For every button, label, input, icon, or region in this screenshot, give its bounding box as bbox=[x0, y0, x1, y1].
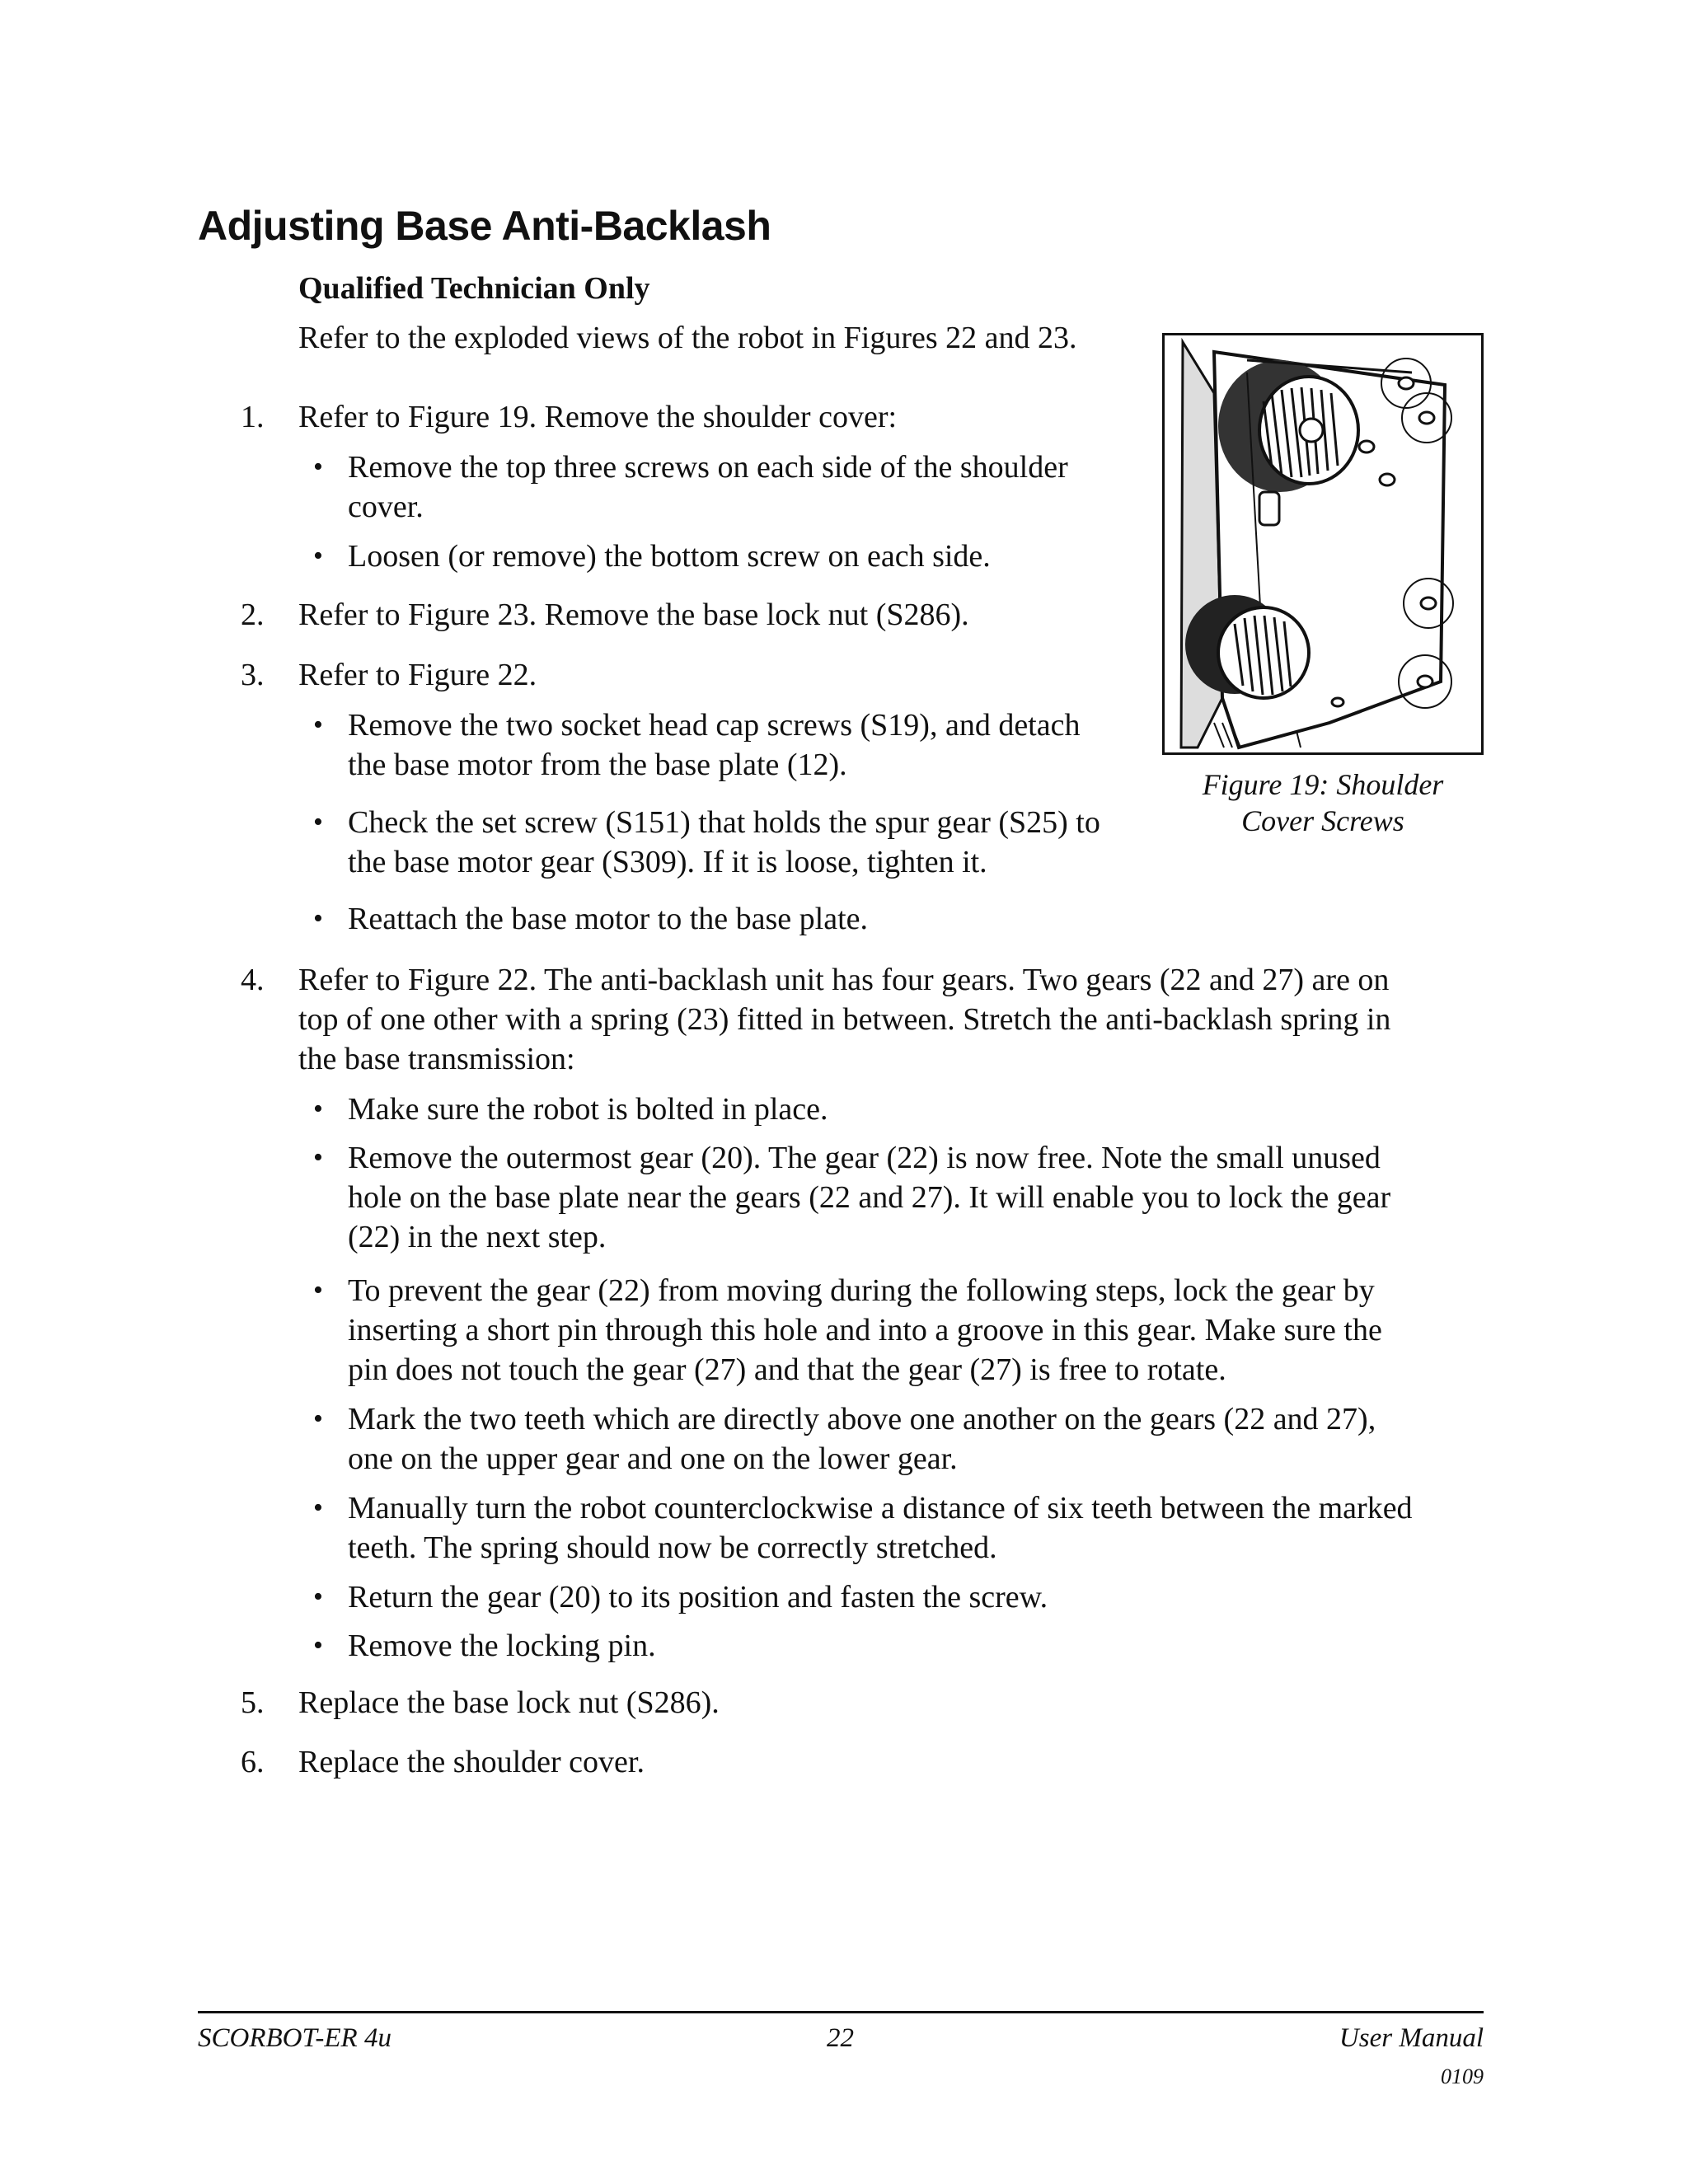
bullet-icon: • bbox=[313, 807, 323, 837]
qualified-technician-note: Qualified Technician Only bbox=[298, 271, 650, 306]
bullet-icon: • bbox=[313, 903, 323, 934]
bullet-text: Remove the top three screws on each side of the shoulder bbox=[348, 450, 1068, 485]
footer-manual: User Manual bbox=[1339, 2023, 1484, 2053]
step-text: Refer to Figure 19. Remove the shoulder cover: bbox=[298, 400, 898, 434]
bullet-icon: • bbox=[313, 710, 323, 740]
bullet-icon: • bbox=[313, 1275, 323, 1305]
bullet-icon: • bbox=[313, 452, 323, 482]
bullet-text: Mark the two teeth which are directly above one another on the gears (22 and 27), bbox=[348, 1402, 1376, 1436]
step-text: Refer to Figure 22. The anti-backlash unit has four gears. Two gears (22 and 27) are on bbox=[298, 963, 1390, 997]
bullet-text: inserting a short pin through this hole and into a groove in this gear. Make sure the bbox=[348, 1313, 1382, 1347]
step-number: 2. bbox=[241, 598, 265, 632]
shoulder-cover-illustration bbox=[1165, 335, 1481, 752]
step-number: 3. bbox=[241, 658, 265, 692]
step-text: Refer to Figure 22. bbox=[298, 658, 537, 692]
bullet-icon: • bbox=[313, 1493, 323, 1523]
bullet-text: one on the upper gear and one on the lower gear. bbox=[348, 1441, 958, 1476]
footer-code: 0109 bbox=[1441, 2064, 1484, 2088]
bullet-text: cover. bbox=[348, 490, 424, 524]
bullet-text: the base motor from the base plate (12). bbox=[348, 748, 847, 782]
bullet-text: Check the set screw (S151) that holds the spur gear (S25) to bbox=[348, 805, 1100, 840]
bullet-icon: • bbox=[313, 1582, 323, 1612]
step-number: 1. bbox=[241, 400, 265, 434]
step-text: Refer to Figure 23. Remove the base lock nut (S286). bbox=[298, 598, 969, 632]
step-number: 6. bbox=[241, 1745, 265, 1779]
bullet-text: Loosen (or remove) the bottom screw on each side. bbox=[348, 539, 991, 574]
step-text: top of one other with a spring (23) fitted in between. Stretch the anti-backlash spring in bbox=[298, 1002, 1391, 1037]
intro-text: Refer to the exploded views of the robot in Figures 22 and 23. bbox=[298, 321, 1077, 355]
footer-divider bbox=[198, 2011, 1484, 2013]
bullet-text: the base motor gear (S309). If it is loose, tighten it. bbox=[348, 845, 987, 879]
bullet-icon: • bbox=[313, 1094, 323, 1124]
bullet-text: Reattach the base motor to the base plate. bbox=[348, 902, 868, 936]
bullet-text: Make sure the robot is bolted in place. bbox=[348, 1092, 828, 1127]
footer-page-number: 22 bbox=[827, 2023, 854, 2053]
bullet-text: teeth. The spring should now be correctly stretched. bbox=[348, 1530, 997, 1565]
bullet-text: Manually turn the robot counterclockwise a distance of six teeth between the marked bbox=[348, 1491, 1413, 1526]
bullet-icon: • bbox=[313, 541, 323, 571]
step-text: Replace the base lock nut (S286). bbox=[298, 1685, 720, 1720]
bullet-icon: • bbox=[313, 1142, 323, 1173]
figure-caption-line-2: Cover Screws bbox=[1241, 804, 1404, 837]
page-title: Adjusting Base Anti-Backlash bbox=[198, 203, 771, 249]
bullet-text: (22) in the next step. bbox=[348, 1220, 607, 1254]
bullet-icon: • bbox=[313, 1404, 323, 1434]
bullet-text: Remove the two socket head cap screws (S19), and detach bbox=[348, 708, 1081, 743]
bullet-text: To prevent the gear (22) from moving during the following steps, lock the gear by bbox=[348, 1273, 1375, 1308]
footer-product: SCORBOT-ER 4u bbox=[198, 2023, 392, 2053]
bullet-text: Remove the outermost gear (20). The gear (22) is now free. Note the small unused bbox=[348, 1141, 1381, 1175]
bullet-text: pin does not touch the gear (27) and that the gear (27) is free to rotate. bbox=[348, 1352, 1226, 1387]
bullet-icon: • bbox=[313, 1630, 323, 1661]
step-text: Replace the shoulder cover. bbox=[298, 1745, 645, 1779]
step-number: 4. bbox=[241, 963, 265, 997]
step-text: the base transmission: bbox=[298, 1042, 575, 1076]
bullet-text: Remove the locking pin. bbox=[348, 1629, 656, 1663]
figure-caption bbox=[1150, 766, 1496, 839]
figure-caption-line-1: Figure 19: Shoulder bbox=[1202, 768, 1444, 801]
step-number: 5. bbox=[241, 1685, 265, 1720]
bullet-text: hole on the base plate near the gears (22 and 27). It will enable you to lock the gear bbox=[348, 1180, 1391, 1215]
figure-19 bbox=[1162, 333, 1484, 755]
bullet-text: Return the gear (20) to its position and fasten the screw. bbox=[348, 1580, 1048, 1615]
